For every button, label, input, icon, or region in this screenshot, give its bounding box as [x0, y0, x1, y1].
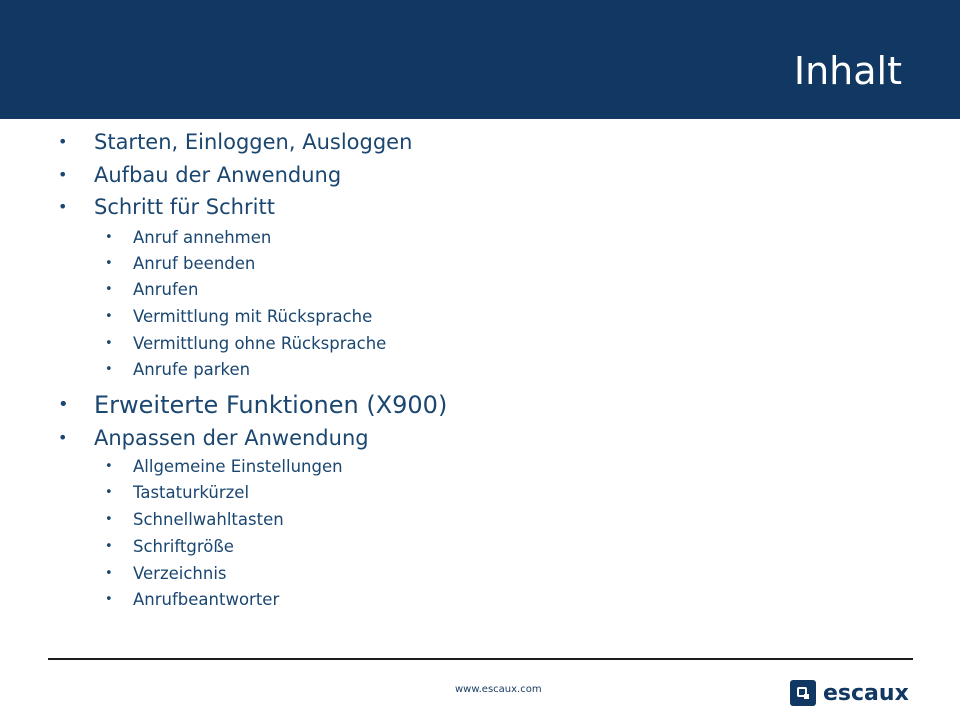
list-subitem-text: Vermittlung ohne Rücksprache — [133, 334, 387, 353]
bullet-icon: • — [58, 428, 68, 447]
logo-text: escaux — [823, 680, 909, 706]
bullet-icon: • — [105, 362, 113, 377]
list-item-text: Schritt für Schritt — [94, 195, 275, 219]
bullet-icon: • — [105, 282, 113, 297]
list-subitem — [105, 359, 251, 381]
list-subitem — [105, 253, 256, 275]
bullet-icon: • — [105, 336, 113, 351]
list-subitem — [105, 482, 250, 504]
bullet-icon: • — [58, 132, 68, 151]
list-item — [58, 424, 369, 452]
list-item — [58, 128, 413, 156]
list-subitem-text: Tastaturkürzel — [133, 483, 250, 502]
list-item-text: Starten, Einloggen, Ausloggen — [94, 130, 413, 154]
bullet-icon: • — [105, 230, 113, 245]
list-item-text: Aufbau der Anwendung — [94, 163, 342, 187]
footer-url[interactable]: www.escaux.com — [455, 684, 542, 695]
list-subitem-text: Anrufbeantworter — [133, 590, 280, 609]
list-subitem — [105, 306, 373, 328]
list-subitem-text: Vermittlung mit Rücksprache — [133, 307, 373, 326]
bullet-icon: • — [105, 512, 113, 527]
list-subitem — [105, 536, 234, 558]
list-subitem-text: Anruf beenden — [133, 254, 256, 273]
bullet-icon: • — [105, 485, 113, 500]
escaux-logo — [790, 679, 909, 707]
list-item-text: Erweiterte Funktionen (X900) — [94, 391, 448, 419]
bullet-icon: • — [105, 309, 113, 324]
bullet-icon: • — [58, 197, 68, 216]
list-subitem — [105, 456, 343, 478]
list-subitem — [105, 589, 280, 611]
slide-header — [0, 0, 960, 119]
list-subitem — [105, 227, 272, 249]
list-item — [58, 161, 342, 189]
escaux-logo-icon — [790, 680, 816, 706]
bullet-icon: • — [105, 566, 113, 581]
list-item-text: Anpassen der Anwendung — [94, 426, 369, 450]
bullet-icon: • — [58, 165, 68, 184]
bullet-icon: • — [105, 592, 113, 607]
list-subitem-text: Anrufen — [133, 280, 199, 299]
list-subitem-text: Verzeichnis — [133, 564, 227, 583]
list-subitem — [105, 279, 199, 301]
list-item — [58, 193, 275, 221]
list-subitem-text: Schriftgröße — [133, 537, 234, 556]
list-subitem-text: Allgemeine Einstellungen — [133, 457, 343, 476]
bullet-icon: • — [58, 394, 69, 415]
slide-title: Inhalt — [793, 49, 902, 93]
list-subitem-text: Anrufe parken — [133, 360, 251, 379]
bullet-icon: • — [105, 539, 113, 554]
list-subitem-text: Anruf annehmen — [133, 228, 272, 247]
list-subitem-text: Schnellwahltasten — [133, 510, 284, 529]
list-subitem — [105, 509, 284, 531]
list-item — [58, 390, 448, 420]
list-subitem — [105, 563, 227, 585]
bullet-icon: • — [105, 459, 113, 474]
footer-divider — [48, 658, 913, 660]
bullet-icon: • — [105, 256, 113, 271]
list-subitem — [105, 333, 387, 355]
